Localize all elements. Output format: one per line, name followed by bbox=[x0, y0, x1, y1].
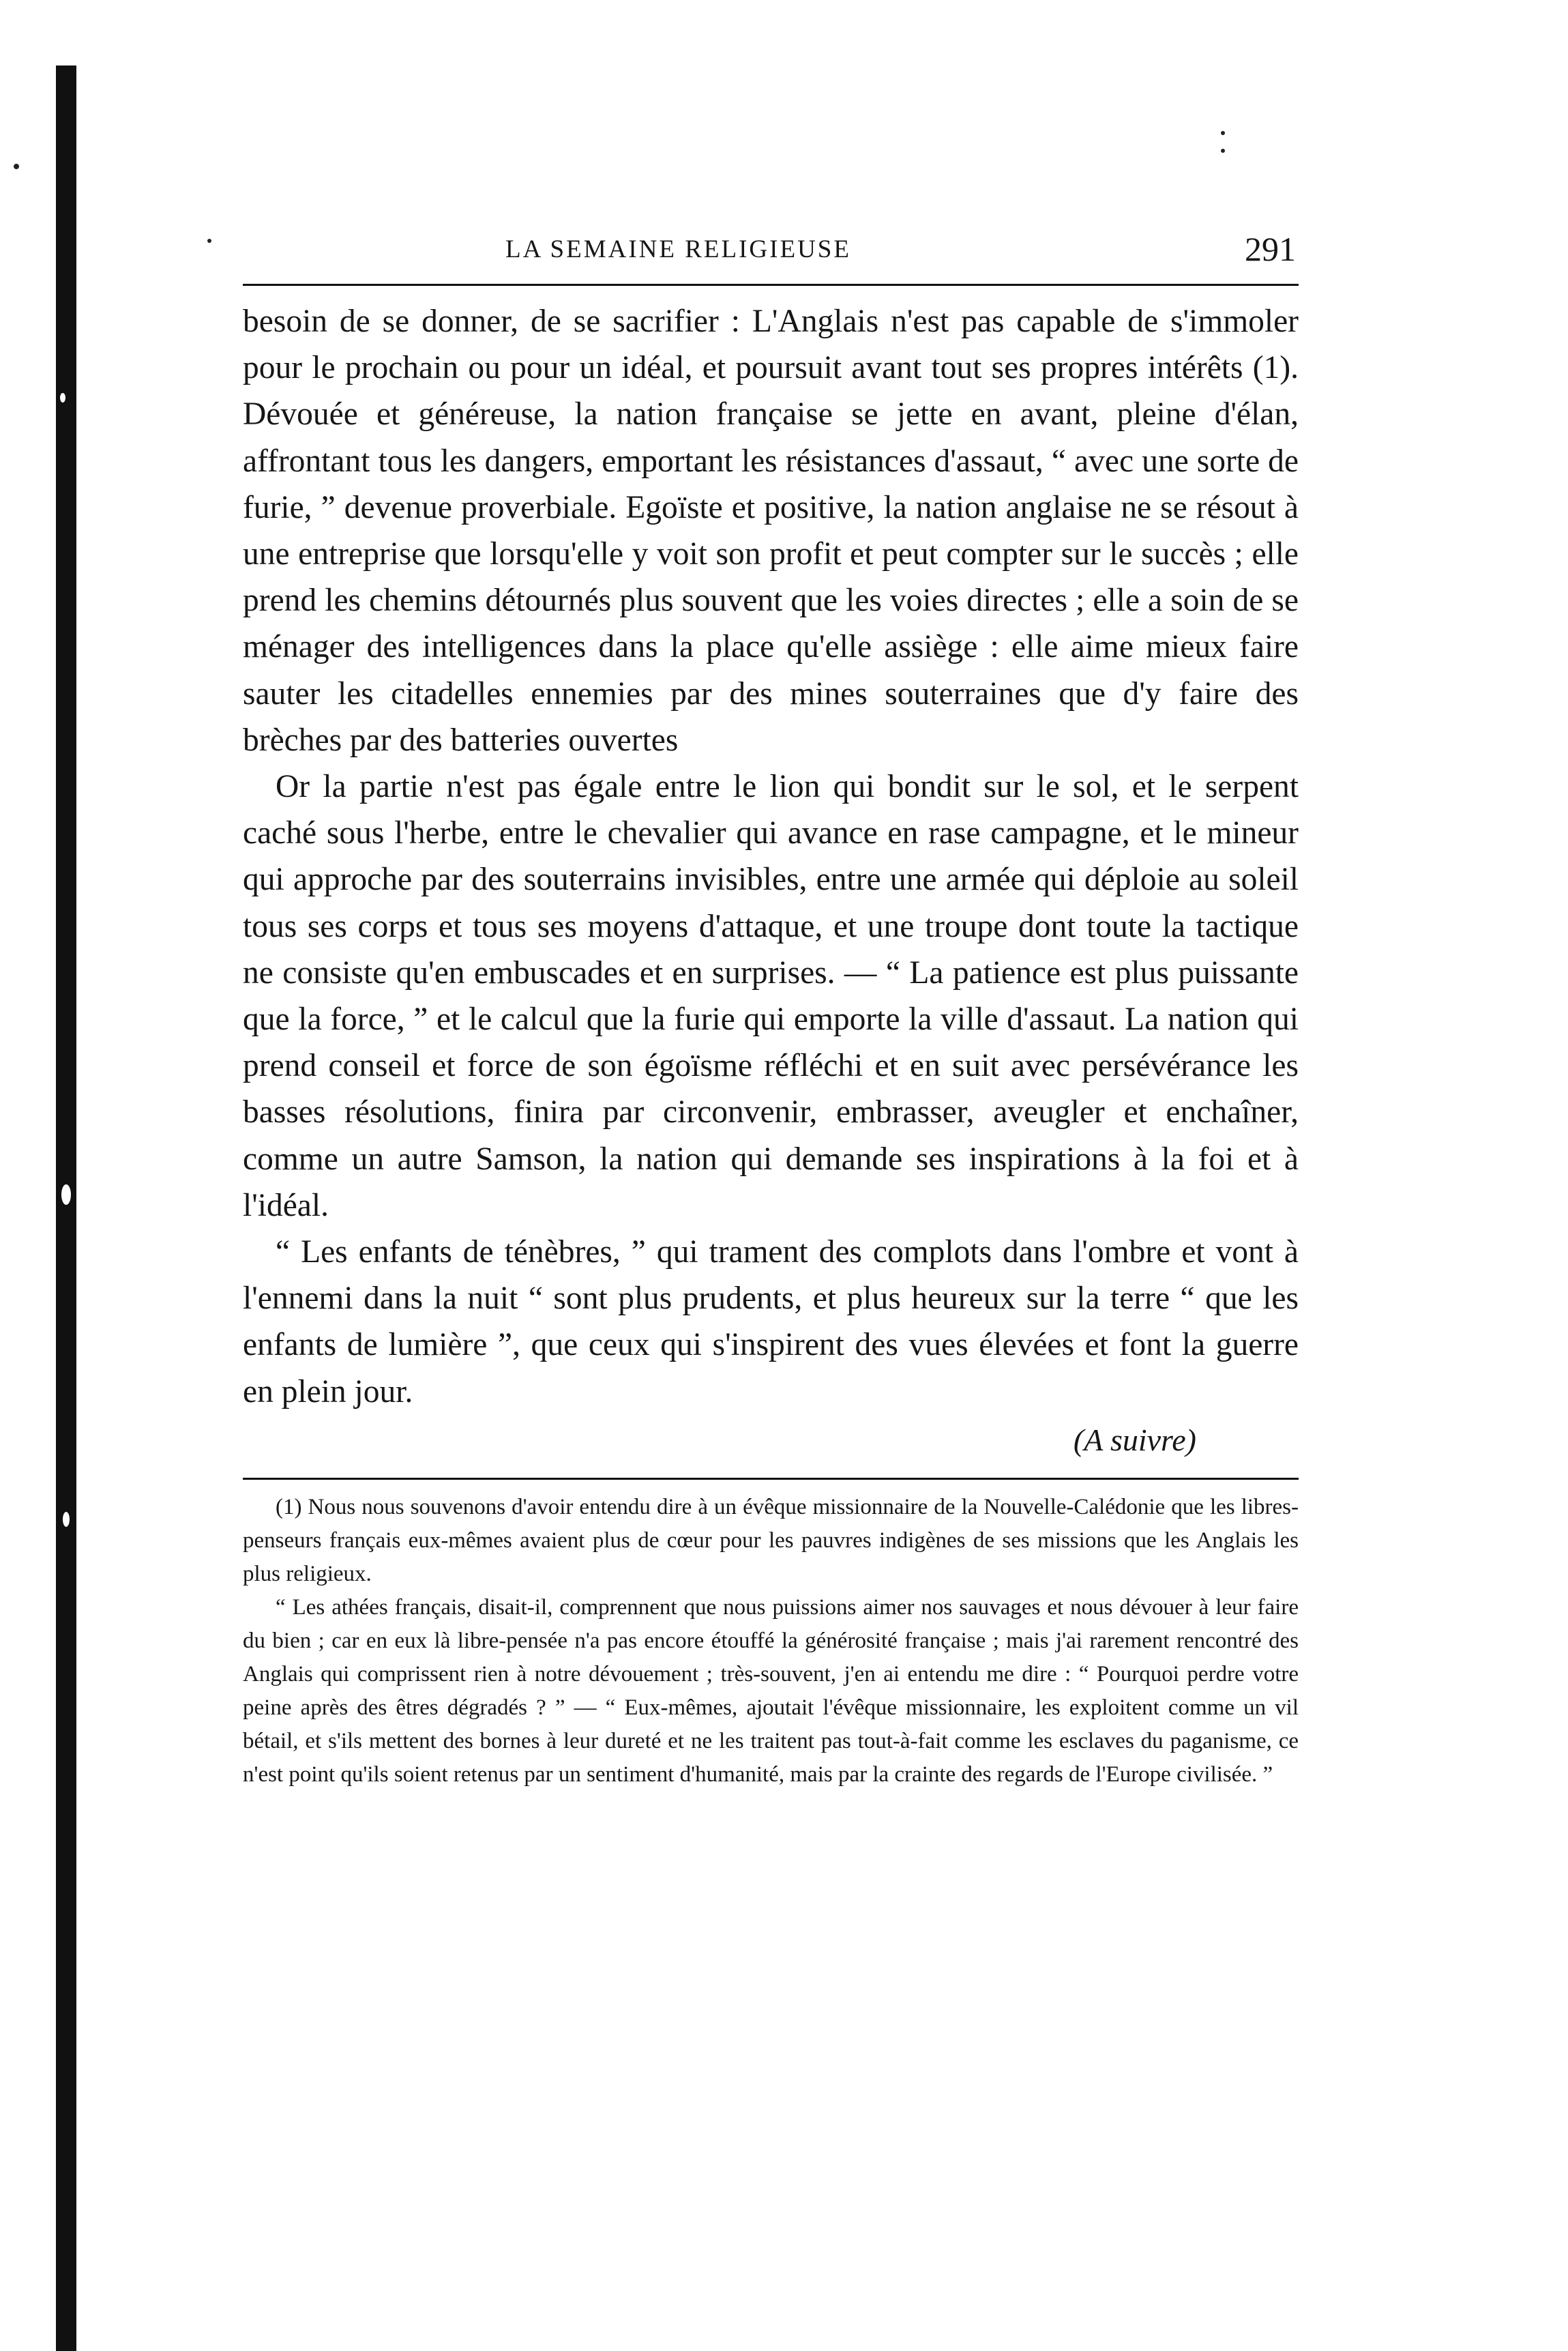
binding-speck bbox=[60, 393, 65, 403]
footnote: (1) Nous nous souvenons d'avoir entendu dire à un évêque missionnaire de la Nouvelle-Calédonie que les libres-penseurs français eux-mêmes avaient plus de cœur pour les pauvres indigènes de ses missions que les Anglais les plus religieux. bbox=[243, 1494, 1299, 1586]
footnote: “ Les athées français, disait-il, comprennent que nous puissions aimer nos sauvages et nous dévouer à leur faire du bien ; car en eux là libre-pensée n'a pas encore étouffé la générosité française ; mais j'ai rarement rencontré des Anglais qui comprissent rien à notre dévouement ; très-souvent, j'en ai entendu me dire : “ Pourquoi perdre votre peine après des êtres dégradés ? ” — “ Eux-mêmes, ajoutait l'évêque missionnaire, les exploitent comme un vil bétail, et s'ils mettent des bornes à leur dureté et ne les traitent pas tout-à-fait comme les esclaves du paganisme, ce n'est point qu'ils soient retenus par un sentiment d'humanité, mais par la crainte des regards de l'Europe civilisée. ” bbox=[243, 1594, 1299, 1787]
running-head bbox=[243, 225, 1299, 280]
page-number: 291 bbox=[1245, 230, 1296, 268]
binding-speck bbox=[61, 1184, 71, 1205]
scan-speck bbox=[1221, 149, 1225, 153]
paragraph: besoin de se donner, de se sacrifier : L'Anglais n'est pas capable de s'immoler pour le prochain ou pour un idéal, et poursuit avant tout ses propres intérêts (1). Dévouée et généreuse, la nation française se jette en avant, pleine d'élan, affrontant tous les dangers, emportant les résistances d'assaut, “ avec une sorte de furie, ” devenue proverbiale. Egoïste et positive, la nation anglaise ne se résout à une entreprise que lorsqu'elle y voit son profit et peut compter sur le succès ; elle prend les chemins détournés plus souvent que les voies directes ; elle a soin de se ménager des intelligences dans la place qu'elle assiège : elle aime mieux faire sauter les citadelles ennemies par des mines souterraines que d'y faire des brèches par des batteries ouvertes bbox=[243, 304, 1299, 758]
header-rule bbox=[243, 284, 1299, 286]
paragraph: “ Les enfants de ténèbres, ” qui trament des complots dans l'ombre et vont à l'ennemi dans la nuit “ sont plus prudents, et plus heureux sur la terre “ que les enfants de lumière ”, que ceux qui s'inspirent des vues élevées et font la guerre en plein jour. bbox=[243, 1234, 1299, 1410]
body-text bbox=[243, 298, 1299, 1415]
scan-speck bbox=[14, 164, 19, 169]
scan-binding-edge bbox=[56, 65, 76, 2351]
scan-speck bbox=[207, 239, 211, 243]
binding-speck bbox=[63, 1512, 70, 1527]
to-be-continued: (A suivre) bbox=[1073, 1422, 1196, 1457]
footnotes bbox=[243, 1491, 1299, 1792]
footnote-rule bbox=[243, 1478, 1299, 1480]
paragraph: Or la partie n'est pas égale entre le lion qui bondit sur le sol, et le serpent caché sous l'herbe, entre le chevalier qui avance en rase campagne, et le mineur qui approche par des souterrains invisibles, entre une armée qui déploie au soleil tous ses corps et tous ses moyens d'attaque, et une troupe dont toute la tactique ne consiste qu'en embuscades et en surprises. — “ La patience est plus puissante que la force, ” et le calcul que la furie qui emporte la ville d'assaut. La nation qui prend conseil et force de son égoïsme réfléchi et en suit avec persévérance les basses résolutions, finira par circonvenir, embrasser, aveugler et enchaîner, comme un autre Samson, la nation qui demande ses inspirations à la foi et à l'idéal. bbox=[243, 769, 1299, 1223]
scan-speck bbox=[1221, 131, 1225, 135]
document-page bbox=[243, 225, 1299, 1792]
running-title: LA SEMAINE RELIGIEUSE bbox=[505, 235, 851, 263]
